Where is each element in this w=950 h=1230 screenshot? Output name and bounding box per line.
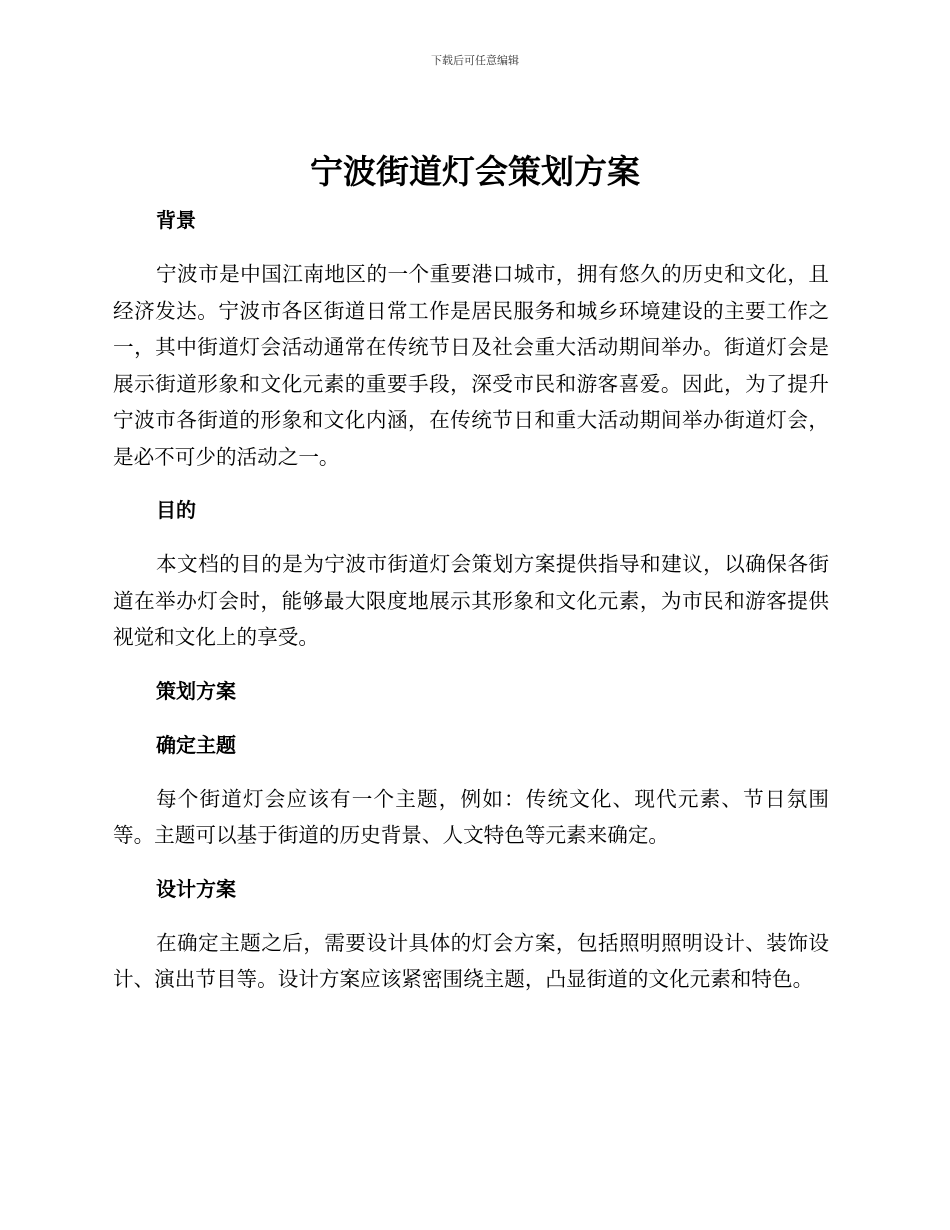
spacer [113, 238, 829, 256]
section-heading-background: 背景 [156, 208, 196, 232]
spacer [113, 763, 829, 781]
section-heading-plan: 策划方案 [156, 678, 236, 703]
document-body [113, 202, 829, 998]
spacer [113, 656, 829, 673]
spacer [113, 709, 829, 727]
section-heading-purpose: 目的 [156, 498, 196, 522]
spacer [113, 907, 829, 925]
paragraph-design: 在确定主题之后，需要设计具体的灯会方案，包括照明照明设计、装饰设计、演出节目等。设计方案应该紧密围绕主题，凸显街道的文化元素和特色。 [113, 930, 829, 991]
paragraph-background: 宁波市是中国江南地区的一个重要港口城市，拥有悠久的历史和文化，且经济发达。宁波市各区街道日常工作是居民服务和城乡环境建设的主要工作之一，其中街道灯会活动通常在传统节日及社会重大活动期间举办。街道灯会是展示街道形象和文化元素的重要手段，深受市民和游客喜爱。因此，为了提升宁波市各街道的形象和文化内涵，在传统节日和重大活动期间举办街道灯会，是必不可少的活动之一。 [113, 262, 829, 469]
spacer [113, 475, 829, 492]
spacer [113, 528, 829, 546]
section-heading-design: 设计方案 [156, 876, 236, 901]
document-title: 宁波街道灯会策划方案 [310, 152, 640, 191]
page-header-note: 下载后可任意编辑 [431, 54, 519, 67]
paragraph-purpose: 本文档的目的是为宁波市街道灯会策划方案提供指导和建议，以确保各街道在举办灯会时，能够最大限度地展示其形象和文化元素，为市民和游客提供视觉和文化上的享受。 [113, 552, 829, 649]
section-heading-theme: 确定主题 [156, 732, 236, 757]
paragraph-theme: 每个街道灯会应该有一个主题，例如：传统文化、现代元素、节日氛围等。主题可以基于街道的历史背景、人文特色等元素来确定。 [113, 786, 829, 847]
spacer [113, 854, 829, 871]
